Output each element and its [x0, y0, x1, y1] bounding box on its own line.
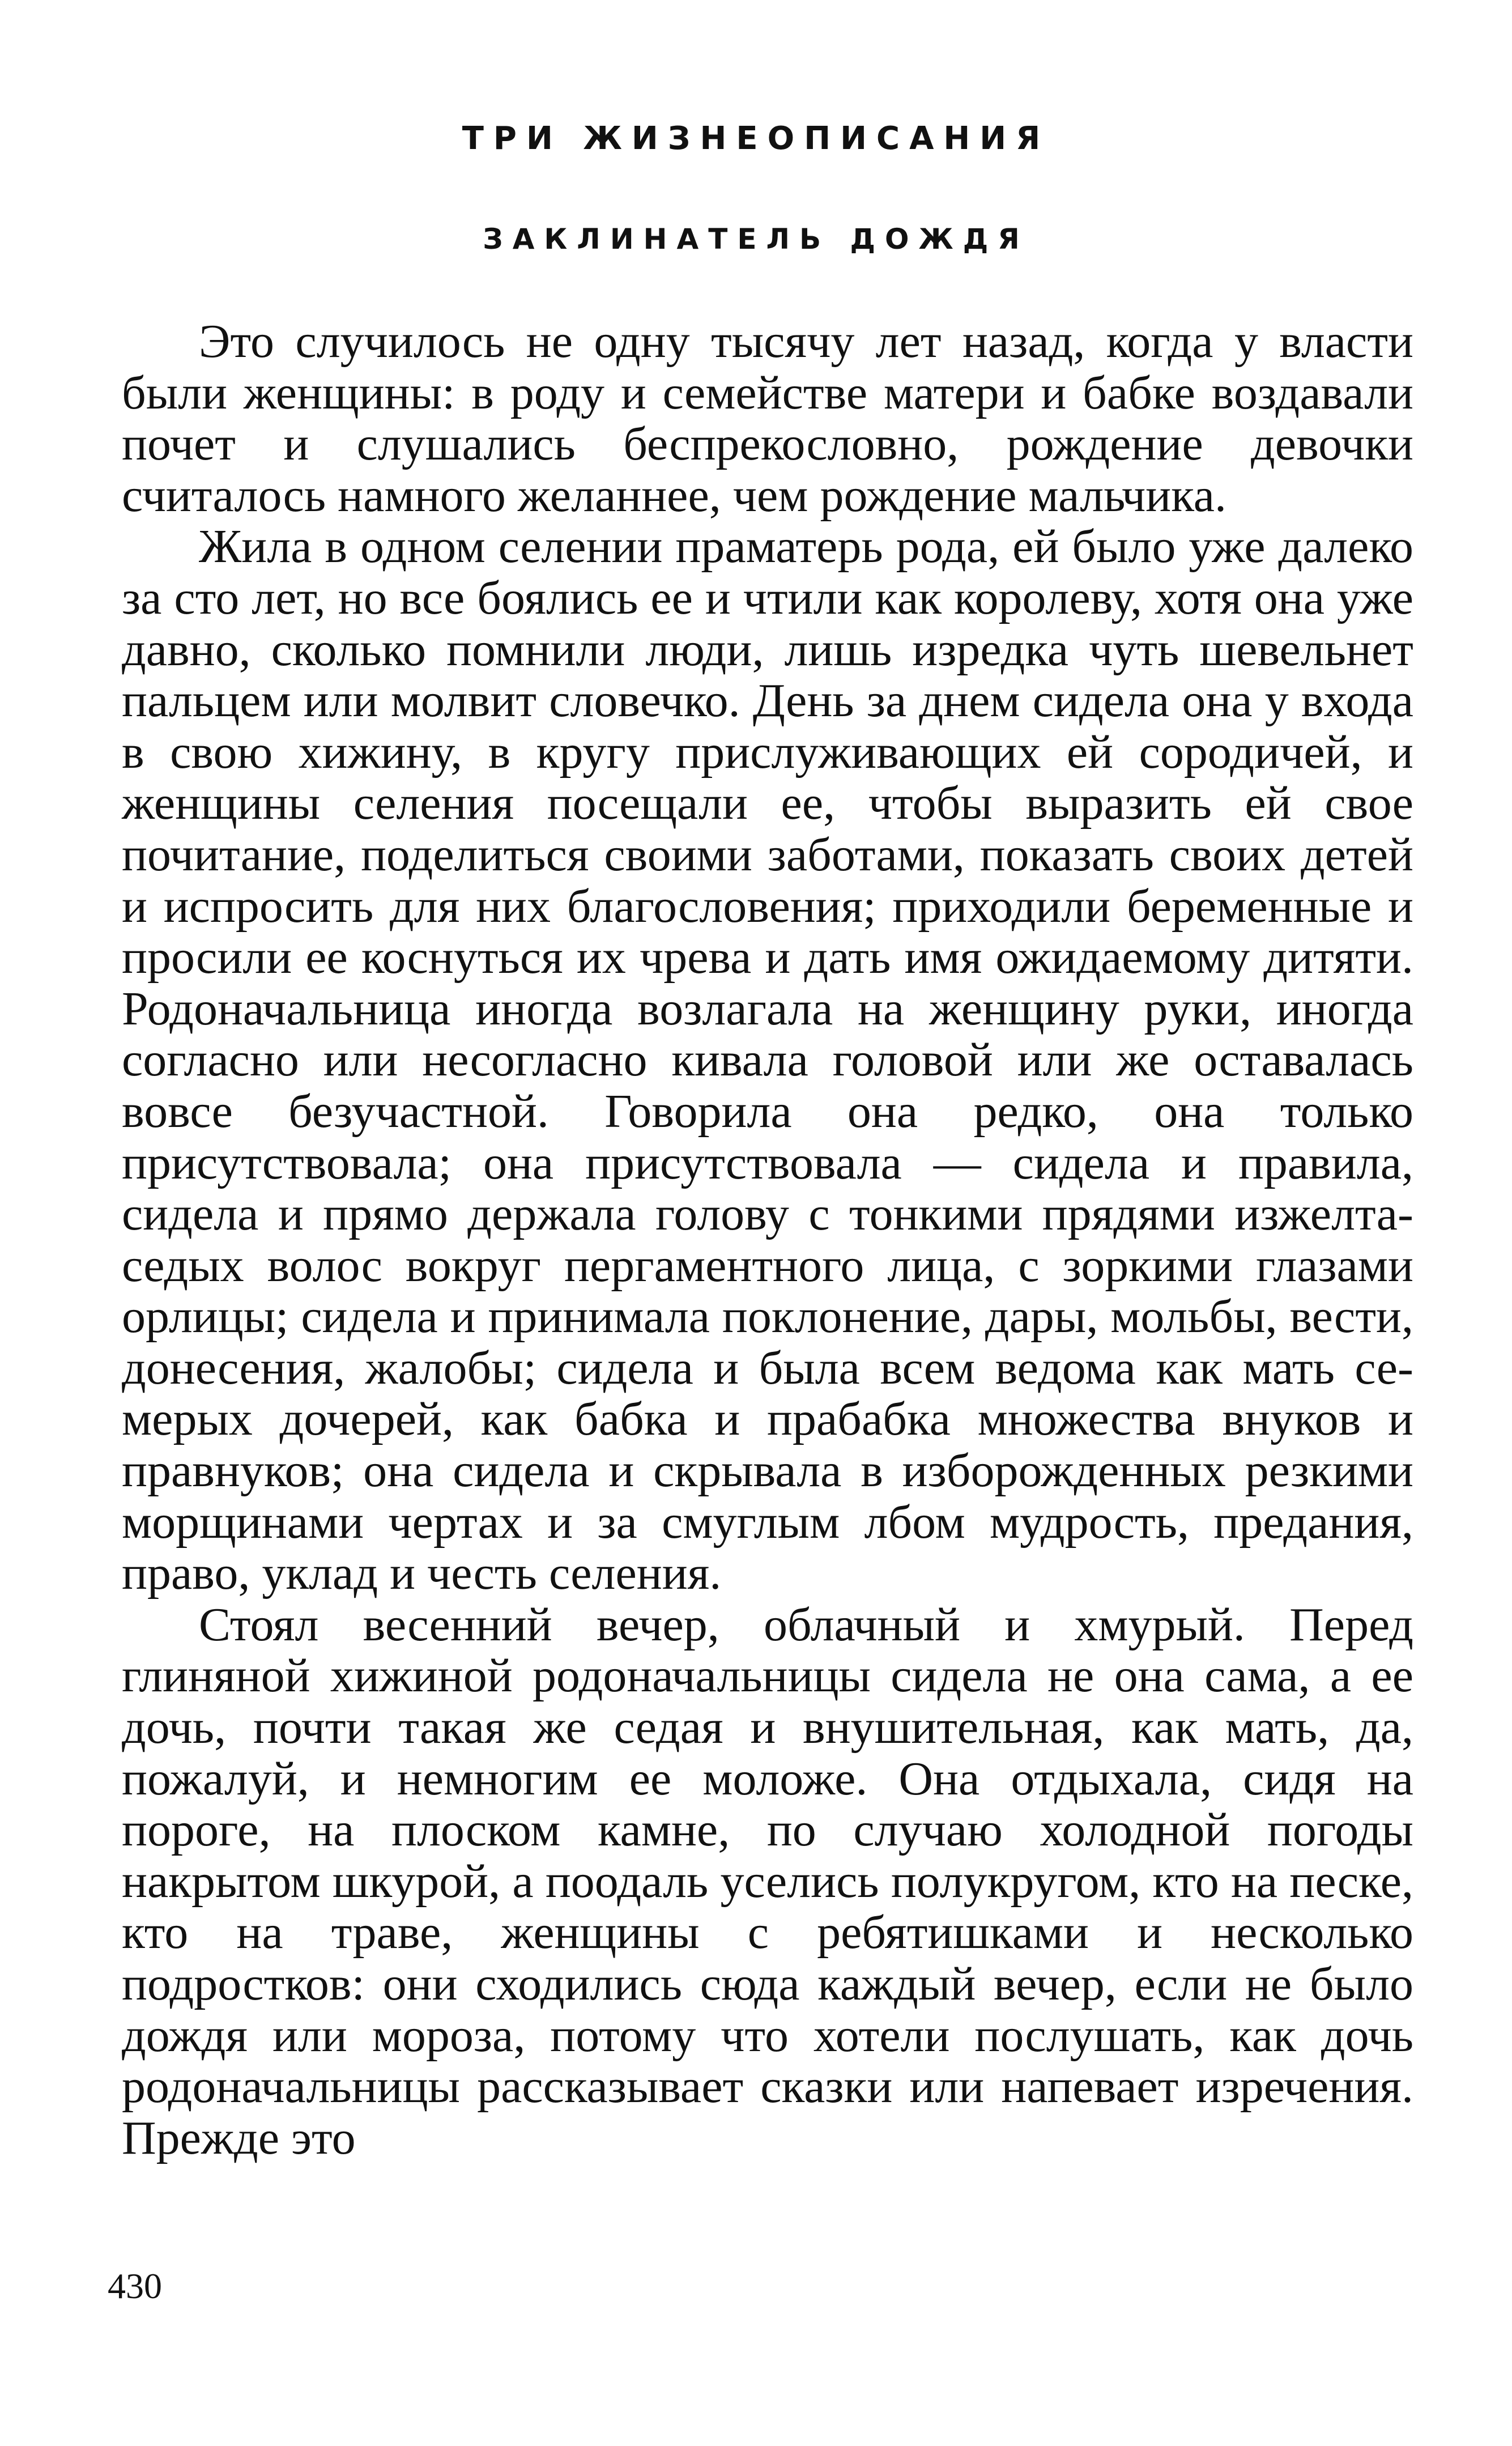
paragraph: Это случилось не одну тысячу лет назад, когда у власти были женщины: в роду и семействе матери и бабке воздавали почет и слушались беспрекословно, рождение девочки считалось намного желаннее, чем рождение мальчика.: [122, 315, 1413, 522]
chapter-title: ЗАКЛИНАТЕЛЬ ДОЖДЯ: [483, 223, 1029, 256]
book-title: ТРИ ЖИЗНЕОПИСАНИЯ: [462, 120, 1050, 157]
paragraph: Жила в одном селении праматерь рода, ей было уже далеко за сто лет, но все боялись ее и чтили как королеву, хотя она уже давно, сколько помнили люди, лишь изредка чуть шевельнет пальцем или молвит словечко. День за днем сидела она у входа в свою хижину, в кругу прислуживающих ей сородичей, и женщины селения посещали ее, чтобы выразить ей свое почитание, поделиться своими заботами, показать своих детей и испросить для них благословения; приходили беременные и просили ее коснуться их чрева и дать имя ожидаемому дитяти. Родоначальница иногда возлагала на женщину руки, иногда согласно или несогласно кивала головой или же оставалась вовсе безучастной. Говорила она редко, она только присутствовала; она присутствовала — сидела и правила, сидела и прямо держала голову с тонкими прядями изжелта-седых волос вокруг пергаментного лица, с зоркими глазами орлицы; сидела и принимала поклонение, дары, мольбы, вести, донесения, жалобы; сидела и была всем ведома как мать семерых дочерей, как бабка и прабабка множества внуков и правнуков; она сидела и скрывала в изборожденных резкими морщинами чертах и за смуглым лбом мудрость, предания, право, уклад и честь селения.: [122, 520, 1413, 1600]
body-text: [122, 316, 1413, 2164]
paragraph: Стоял весенний вечер, облачный и хмурый. Перед глиняной хижиной родоначальницы сидела не она сама, а ее дочь, почти такая же седая и внушительная, как мать, да, пожалуй, и немногим ее моложе. Она отдыхала, сидя на пороге, на плоском камне, по случаю холодной погоды накрытом шкурой, а поодаль уселись полукругом, кто на песке, кто на траве, женщины с ребятишками и несколько подростков: они сходились сюда каждый вечер, если не было дождя или мороза, потому что хотели послушать, как дочь родоначальницы рассказывает сказки или напевает изречения. Прежде это: [122, 1598, 1413, 2164]
page-number: 430: [108, 2266, 162, 2306]
